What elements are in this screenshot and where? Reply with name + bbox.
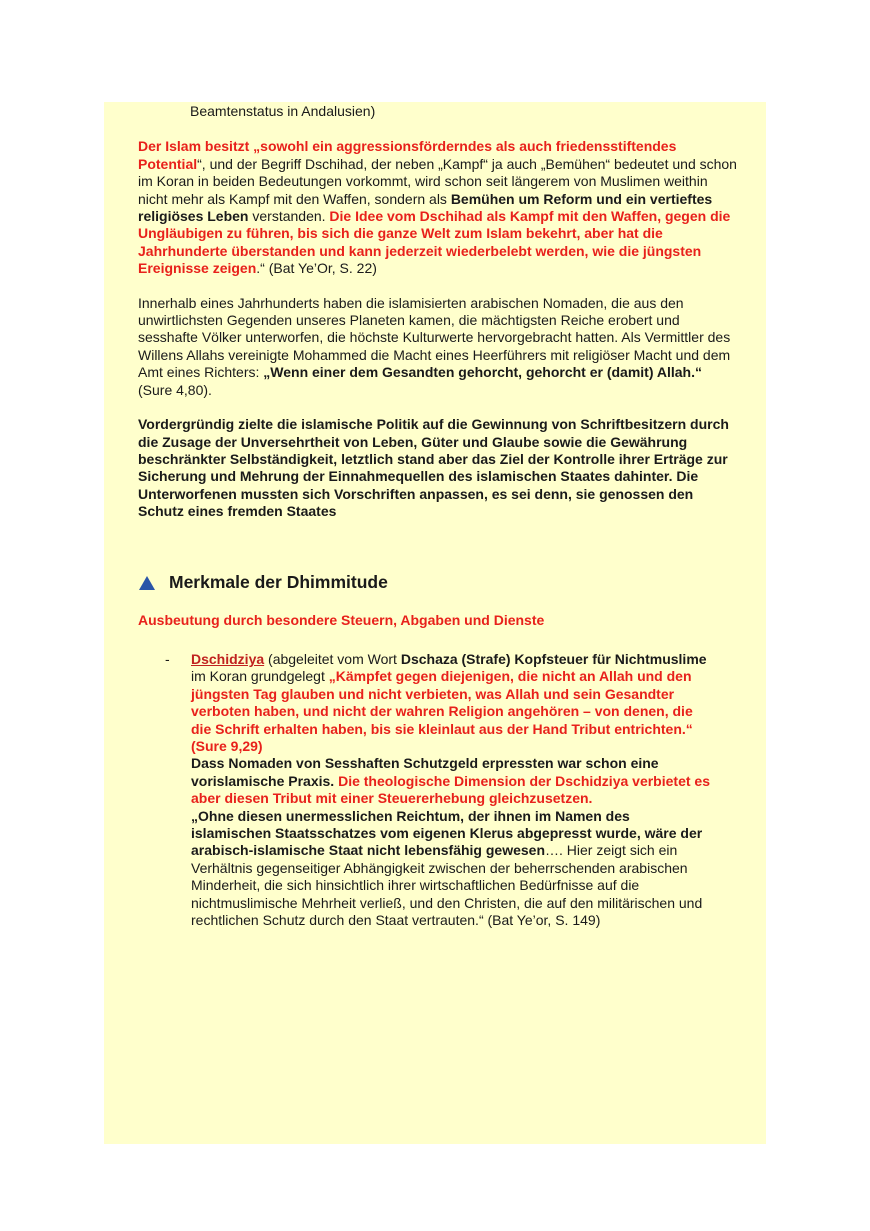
p3-text: Vordergründig zielte die islamische Politik auf die Gewinnung von Schriftbesitzern durch die Zusage der Unversehrtheit von Leben, Güter und Glaube sowie die Gewährung beschränkter Selbständigkeit, letztlich stand aber das Ziel der Kontrolle ihrer Erträge zur Sicherung und Mehrung der Einnahmequellen des islamischen Staates dahinter. Die Unterworfenen mussten sich Vorschriften anpassen, es sei denn, sie genossen den Schutz eines fremden Staates xyxy=(138,416,729,520)
paragraph-dschihad xyxy=(138,138,738,277)
p1-citation: .“ (Bat Ye’Or, S. 22) xyxy=(256,260,377,277)
list-bullet: - xyxy=(165,650,170,667)
paragraph-nomaden xyxy=(138,295,738,399)
p2-text: Innerhalb eines Jahrhunderts haben die islamisierten arabischen Nomaden, die aus den unwirtlichsten Gegenden unseres Planeten kamen, die mächtigsten Reiche erobert und sesshafte Völker unterworfen, die höchste Kulturwerte hervorgebracht hatten. Als Vermittler des Willens Allahs vereinigte Mohammed die Macht eines Heerführers mit religiöser Macht und dem Amt eines Richters: xyxy=(138,294,731,381)
list-item-body xyxy=(191,651,711,930)
list-item-dschidziya xyxy=(138,651,738,930)
list-text-a: (abgeleitet vom Wort xyxy=(264,650,401,667)
list-bold-a: Dschaza (Strafe) Kopfsteuer für Nichtmuslime xyxy=(400,650,707,667)
triangle-up-icon[interactable] xyxy=(139,576,155,590)
list-quote-sure: „Kämpfet gegen diejenigen, die nicht an Allah und den jüngsten Tag glauben und nicht verbieten, was Allah und sein Gesandter verboten haben, und nicht der wahren Religion angehören – von denen, die die Schrift erhalten haben, bis sie kleinlaut aus der Hand Tribut entrichten.“ (Sure 9,29) xyxy=(191,668,693,754)
p2-citation: (Sure 4,80). xyxy=(138,381,212,398)
p1-text-1: “, und der Begriff Dschihad, der neben „Kampf“ ja auch „Bemühen“ bedeutet und schon im Koran in beiden Bedeutungen vorkommt, wird schon seit längerem von Muslimen weithin nicht mehr als Kampf mit den Waffen, sondern als xyxy=(138,155,737,207)
p2-quote: „Wenn einer dem Gesandten gehorcht, gehorcht er (damit) Allah.“ xyxy=(263,364,702,381)
list-text-b: im Koran grundgelegt xyxy=(191,668,329,685)
list-bold-c: „Ohne diesen unermesslichen Reichtum, der ihnen im Namen des islamischen Staatsschatzes vom eigenen Klerus abgepresst wurde, wäre der arabisch-islamische Staat nicht lebensfähig gewesen xyxy=(191,807,703,859)
list-text-c: …. Hier zeigt sich ein Verhältnis gegenseitiger Abhängigkeit zwischen der beherrschenden arabischen Minderheit, die sich hinsichtlich ihrer wirtschaftlichen Bedürfnisse auf die nichtmuslimische Mehrheit verließ, und den Christen, die auf den militärischen und rechtlichen Schutz durch den Staat vertrauten.“ (Bat Ye’or, S. 149) xyxy=(191,842,703,929)
document-body xyxy=(138,102,738,929)
list-red-b: Die theologische Dimension der Dschidziya verbietet es aber diesen Tribut mit einer Steuererhebung gleichzusetzen. xyxy=(191,772,710,807)
p1-text-2: verstanden. xyxy=(248,208,330,225)
section-heading xyxy=(138,571,738,595)
list-text-3 xyxy=(191,808,711,930)
section-title: Merkmale der Dhimmitude xyxy=(169,571,388,592)
intro-line: Beamtenstatus in Andalusien) xyxy=(190,103,376,119)
p1-red-bold-2: Die Idee vom Dschihad als Kampf mit den Waffen, gegen die Ungläubigen zu führen, bis sich die ganze Welt zum Islam bekehrt, aber hat die Jahrhunderte überstanden und kann jederzeit wiederbelebt werden, wie die jüngsten Ereignisse zeigen xyxy=(138,208,731,277)
dschidziya-link[interactable]: Dschidziya xyxy=(191,650,265,667)
paragraph-politik xyxy=(138,416,738,520)
list-bold-b: Dass Nomaden von Sesshaften Schutzgeld erpressten war schon eine vorislamische Praxis. xyxy=(191,755,659,789)
list-text-1 xyxy=(191,651,711,755)
p1-bold-1: Bemühen um Reform und ein vertieftes religiöses Leben xyxy=(138,190,713,225)
subsection-heading: Ausbeutung durch besondere Steuern, Abgaben und Dienste xyxy=(138,611,545,628)
list-text-2 xyxy=(191,755,711,807)
p1-red-bold-1: Der Islam besitzt „sowohl ein aggressionsförderndes als auch friedensstiftendes Potential xyxy=(138,138,677,172)
